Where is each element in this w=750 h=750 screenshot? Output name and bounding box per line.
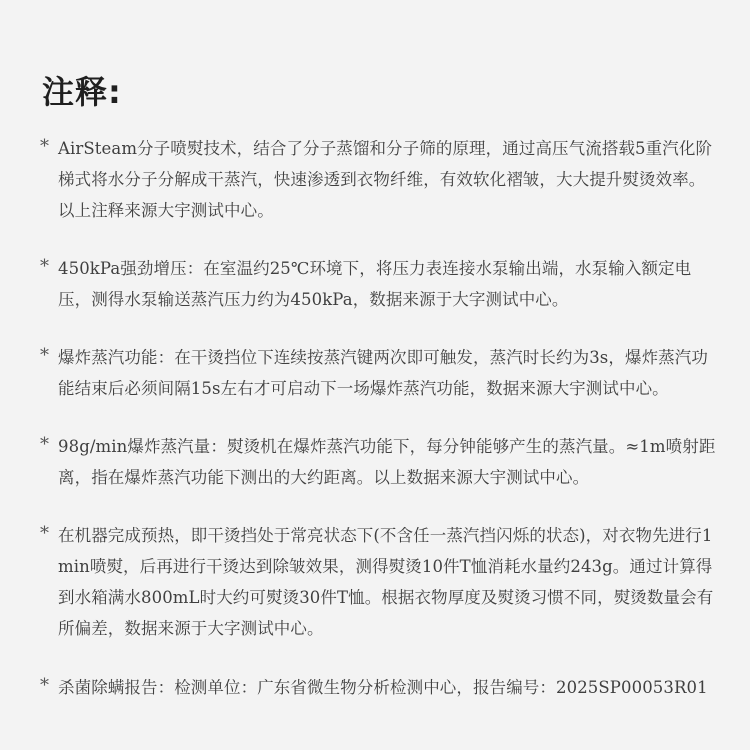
- note-text: 在机器完成预热，即干烫挡处于常亮状态下(不含任一蒸汽挡闪烁的状态)，对衣物先进行1min喷熨，后再进行干烫达到除皱效果，测得熨烫10件T恤消耗水量约243g。通过计算得到水箱满水800mL时大约可熨烫30件T恤。根据衣物厚度及熨烫习惯不同，熨烫数量会有所偏差，数据来源于大字测试中心。: [58, 526, 714, 638]
- note-text: 98g/min爆炸蒸汽量：熨烫机在爆炸蒸汽功能下，每分钟能够产生的蒸汽量。≈1m喷射距离，指在爆炸蒸汽功能下测出的大约距离。以上数据来源大宇测试中心。: [58, 437, 716, 487]
- page-title: 注释:: [42, 73, 122, 111]
- bullet-marker: *: [40, 345, 49, 366]
- bullet-marker: *: [40, 523, 49, 544]
- bullet-marker: *: [40, 136, 49, 157]
- note-text: AirSteam分子喷熨技术，结合了分子蒸馏和分子筛的原理，通过高压气流搭载5重汽化阶梯式将水分子分解成干蒸汽，快速渗透到衣物纤维，有效软化褶皱，大大提升熨烫效率。以上注释来源大宇测试中心。: [58, 139, 713, 220]
- note-text: 杀菌除螨报告：检测单位：广东省微生物分析检测中心，报告编号：2025SP00053R01: [58, 678, 708, 697]
- bullet-marker: *: [40, 256, 49, 277]
- note-text: 450kPa强劲增压：在室温约25℃环境下，将压力表连接水泵输出端，水泵输入额定电压，测得水泵输送蒸汽压力约为450kPa，数据来源于大字测试中心。: [58, 259, 692, 309]
- bullet-marker: *: [40, 434, 49, 455]
- bullet-marker: *: [40, 675, 49, 696]
- note-text: 爆炸蒸汽功能：在干烫挡位下连续按蒸汽键两次即可触发，蒸汽时长约为3s，爆炸蒸汽功能结束后必须间隔15s左右才可启动下一场爆炸蒸汽功能，数据来源大宇测试中心。: [58, 348, 708, 398]
